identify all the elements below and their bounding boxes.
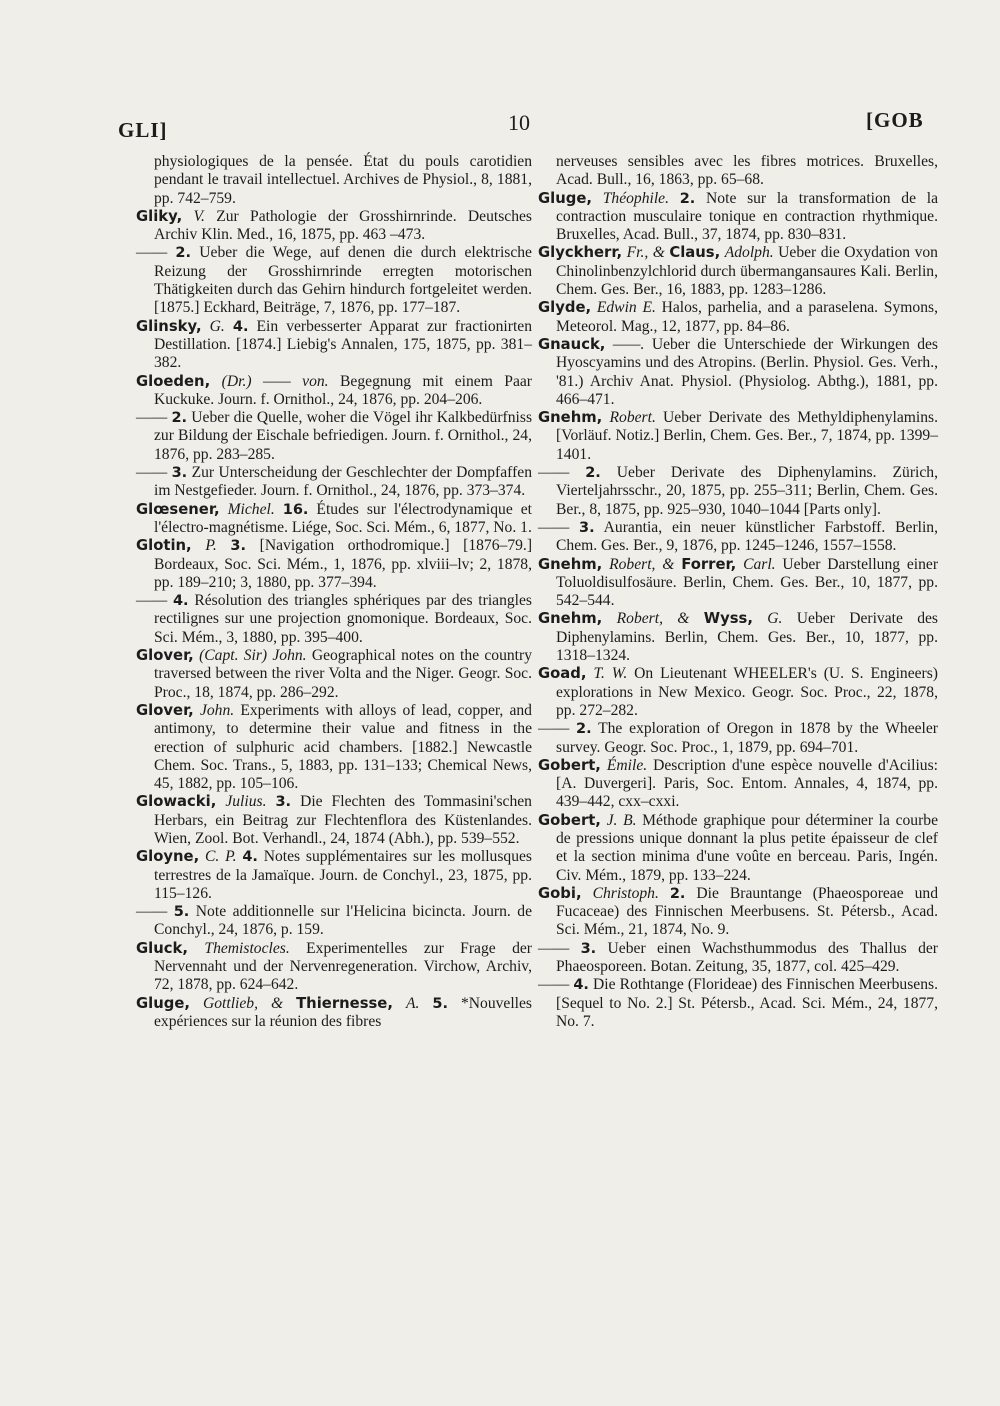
- author-given: Émile.: [606, 756, 648, 774]
- entry-dash: ——: [538, 976, 574, 994]
- entry-text: Die Flechten des Tommasini'schen Herbars, ein Beitrag zur Flechtenflora des Küstenlandes. Wien, Zool. Bot. Verhandl., 24, 1874 (Abh.), pp. 539–552.: [154, 793, 532, 847]
- right-column: [538, 153, 938, 1031]
- bib-entry: [136, 848, 532, 903]
- entry-dash: ——: [538, 939, 581, 957]
- entry-text: Geographical notes on the country traversed between the river Volta and the Niger. Geogr. Soc. Proc., 18, 1874, pp. 286–292.: [154, 647, 532, 701]
- entry-text: Description d'une espèce nouvelle d'Acilius: [A. Duvergeri]. Paris, Soc. Entom. Annales, 4, 1874, pp. 439–442, cxx–cxxi.: [556, 756, 938, 811]
- bib-entry: [136, 903, 532, 940]
- bib-entry: [538, 812, 938, 885]
- bib-entry: [136, 318, 532, 373]
- author-given: ——.: [612, 335, 645, 353]
- entry-text: Ein verbesserter Apparat zur fractionirten Destillation. [1874.] Liebig's Annalen, 175, 1875, pp. 381–382.: [154, 317, 532, 372]
- page-header: [0, 108, 1000, 148]
- entry-text: Ueber Derivate des Diphenylamins. Berlin, Chem. Ges. Ber., 10, 1877, pp. 1318–1324.: [556, 610, 938, 665]
- author-given: P.: [205, 537, 217, 555]
- author-given: G.: [209, 317, 225, 335]
- entry-text: Ueber Derivate des Methyldiphenylamins. [Vorläuf. Notiz.] Berlin, Chem. Ges. Ber., 7, 1874, pp. 1399–1401.: [556, 409, 938, 463]
- author-given: C. P.: [205, 848, 237, 866]
- entry-dash: ——: [538, 518, 580, 536]
- bib-entry: [136, 647, 532, 702]
- bib-entry: [538, 336, 938, 409]
- bib-entry: [538, 244, 938, 299]
- entry-text: [Navigation orthodromique.] [1876–79.] Bordeaux, Soc. Sci. Mém., 1, 1876, pp. xlviii–lv; 2, 1878, pp. 189–210; 3, 1880, pp. 377–394.: [154, 537, 533, 591]
- bib-entry: [538, 519, 938, 556]
- author-given: Théophile.: [602, 189, 669, 207]
- entry-dash: ——: [136, 592, 173, 610]
- author-surname: Gliky,: [136, 207, 183, 225]
- entry-text: Ueber Darstellung einer Toluoldisulfosäure. Berlin, Chem. Ges. Ber., 10, 1877, pp. 542–544.: [556, 555, 939, 610]
- bib-entry: [538, 153, 938, 190]
- author-given: Robert, &: [616, 610, 690, 628]
- entry-text: Ueber einen Wachsthummodus des Thallus der Phaeosporeen. Botan. Zeitung, 35, 1877, col. 425–429.: [556, 939, 938, 976]
- author-surname: Gobert,: [538, 756, 601, 774]
- entry-text: Notes supplémentaires sur les mollusques terrestres de la Jamaïque. Journ. de Conchyl., 23, 1875, pp. 115–126.: [154, 848, 532, 902]
- header-right: [GOB: [866, 108, 924, 132]
- entry-text: Zur Unterscheidung der Geschlechter der Dompfaffen im Nestgefieder. Journ. f. Ornithol., 24, 1876, pp. 373–374.: [154, 464, 532, 500]
- entry-text: Experiments with alloys of lead, copper, and antimony, to determine their value and fitness in the erection of sulphuric acid chambers. [1882.] Newcastle Chem. Soc. Trans., 5, 1883, pp. 131–133; Chemical News, 45, 1882, pp. 105–106.: [154, 701, 532, 793]
- bib-entry: [136, 940, 532, 995]
- entry-text: The exploration of Oregon in 1878 by the Wheeler survey. Geogr. Soc. Proc., 1, 1879, pp. 694–701.: [556, 720, 938, 756]
- author-given: A.: [405, 994, 420, 1012]
- author-given: Themistocles.: [204, 939, 290, 957]
- author-surname: Glyckherr,: [538, 244, 623, 262]
- entry-text: Halos, parhelia, and a paraselena. Symons, Meteorol. Mag., 12, 1877, pp. 84–86.: [556, 299, 938, 335]
- entry-number: 5.: [173, 904, 190, 921]
- entry-text: Ueber Derivate des Diphenylamins. Zürich, Vierteljahrsschr., 20, 1875, pp. 255–311; Berlin, Chem. Ges. Ber., 8, 1875, pp. 925–930, 1040–1044 [Parts only].: [556, 464, 938, 518]
- entry-number: 2.: [575, 721, 592, 738]
- bib-entry: [136, 501, 532, 538]
- entry-number: 3.: [275, 794, 292, 811]
- author-given: Gottlieb, &: [202, 994, 284, 1012]
- author-surname: Goad,: [538, 665, 587, 683]
- entry-text: Ueber die Wege, auf denen die durch elektrische Reizung der Grosshirnrinde erregten motorischen Thätigkeiten durch das Gehirn hindurch fortgeleitet werden. [1875.] Eckhard, Beiträge, 7, 1876, pp. 177–187.: [154, 244, 532, 317]
- bib-entry: [136, 702, 532, 793]
- entry-number: 4.: [232, 318, 249, 335]
- entry-text: Experimentelles zur Frage der Nervennaht und der Nervenregeneration. Virchow, Archiv, 72, 1878, pp. 624–642.: [154, 939, 532, 994]
- entry-number: 3.: [230, 538, 246, 555]
- bib-entry: [136, 592, 532, 647]
- entry-number: 4.: [242, 849, 258, 866]
- entry-text: Zur Pathologie der Grosshirnrinde. Deutsches Archiv Klin. Med., 16, 1875, pp. 463 –473.: [154, 207, 532, 244]
- entry-text: Note sur la transformation de la contraction musculaire tonique en contraction rhythmique. Bruxelles, Acad. Bull., 37, 1874, pp. 830–831.: [556, 189, 938, 244]
- author-surname: Thiernesse,: [296, 994, 393, 1012]
- bib-entry: [136, 208, 532, 245]
- author-surname: Glinsky,: [136, 317, 202, 335]
- author-given: Robert, &: [609, 555, 675, 573]
- author-surname: Glyde,: [538, 299, 592, 317]
- author-given: T. W.: [593, 665, 628, 683]
- author-given: Adolph.: [724, 244, 774, 262]
- bib-entry: [538, 610, 938, 665]
- entry-text: Résolution des triangles sphériques par des triangles rectilignes sur une projection gnomonique. Bordeaux, Soc. Sci. Mém., 3, 1880, pp. 395–400.: [154, 592, 532, 646]
- bib-entry: [538, 665, 938, 720]
- author-surname: Gnauck,: [538, 335, 606, 353]
- entry-text: nerveuses sensibles avec les fibres motrices. Bruxelles, Acad. Bull., 16, 1863, pp. 65–68.: [556, 153, 938, 189]
- author-given: Christoph.: [592, 884, 659, 902]
- entry-number: 5.: [432, 995, 448, 1012]
- author-given: (Dr.) —— von.: [221, 372, 329, 390]
- entry-text: On Lieutenant WHEELER's (U. S. Engineers) explorations in New Mexico. Geogr. Soc. Proc., 22, 1878, pp. 272–282.: [556, 665, 938, 719]
- author-surname: Glotin,: [136, 537, 192, 555]
- author-surname: Wyss,: [703, 610, 753, 628]
- author-surname: Gnehm,: [538, 610, 603, 628]
- author-surname: Gloeden,: [136, 372, 211, 390]
- entry-text: Die Brauntange (Phaeosporeae und Fucaceae) des Finnischen Meerbusens. St. Pétersb., Acad. Sci. Mém., 21, 1874, No. 9.: [556, 884, 939, 939]
- entry-dash: ——: [136, 464, 172, 482]
- entry-text: Begegnung mit einem Paar Kuckuke. Journ. f. Ornithol., 24, 1876, pp. 204–206.: [154, 372, 532, 408]
- bib-entry: [136, 244, 532, 317]
- bib-entry: [538, 299, 938, 336]
- entry-text: Méthode graphique pour déterminer la courbe de pressions unique donnant la plus petite épaisseur de clef et la section minima d'une voûte en berceau. Paris, Ingén. Civ. Mém., 1879, pp. 133–224.: [556, 811, 938, 884]
- bib-entry: [136, 995, 532, 1032]
- bib-entry: [538, 976, 938, 1031]
- page-number: 10: [508, 110, 530, 135]
- entry-dash: ——: [538, 464, 586, 482]
- author-given: Michel.: [227, 500, 275, 518]
- bib-entry: [136, 153, 532, 208]
- author-surname: Gobi,: [538, 884, 582, 902]
- author-surname: Glover,: [136, 701, 194, 719]
- author-given: John.: [199, 701, 235, 719]
- entry-text: Études sur l'électrodynamique et l'électro-magnétisme. Liége, Soc. Sci. Mém., 6, 1877, No. 1.: [154, 500, 532, 536]
- author-given: Edwin E.: [596, 299, 656, 317]
- entry-dash: ——: [136, 903, 174, 921]
- author-surname: Gloyne,: [136, 848, 200, 866]
- bib-entry: [136, 373, 532, 410]
- entry-number: 3.: [580, 940, 597, 957]
- author-surname: Glœsener,: [136, 500, 220, 518]
- author-surname: Glover,: [136, 647, 194, 665]
- author-given: Robert.: [609, 409, 656, 427]
- entry-number: 4.: [172, 593, 189, 610]
- bib-entry: [538, 720, 938, 757]
- entry-number: 3.: [171, 465, 188, 482]
- bib-entry: [538, 464, 938, 519]
- author-given: Carl.: [743, 555, 776, 573]
- entry-text: Ueber die Quelle, woher die Vögel ihr Kalkbedürfniss zur Bildung der Eischale befriedigen. Journ. f. Ornithol., 24, 1876, pp. 283–285.: [154, 409, 533, 463]
- bib-entry: [538, 409, 938, 464]
- bib-entry: [538, 190, 938, 245]
- author-surname: Gnehm,: [538, 555, 603, 573]
- entry-number: 2.: [679, 190, 696, 207]
- author-surname: Gluge,: [136, 994, 190, 1012]
- entry-number: 4.: [573, 977, 589, 994]
- author-surname: Gluck,: [136, 939, 188, 957]
- entry-text: *Nouvelles expériences sur la réunion des fibres: [154, 994, 532, 1030]
- author-surname: Gobert,: [538, 811, 601, 829]
- entry-number: 3.: [579, 519, 595, 536]
- header-left: GLI]: [118, 118, 168, 142]
- author-given: J. B.: [606, 811, 637, 829]
- author-given: V.: [193, 207, 205, 225]
- entry-text: Ueber die Oxydation von Chinolinbenzylchlorid durch übermangansaures Kali. Berlin, Chem. Ges. Ber., 16, 1883, pp. 1283–1286.: [556, 244, 938, 299]
- bib-entry: [538, 885, 938, 940]
- author-given: Julius.: [225, 793, 267, 811]
- entry-number: 2.: [669, 885, 686, 902]
- bib-entry: [538, 940, 938, 977]
- entry-text: Die Rothtange (Florideae) des Finnischen Meerbusens. [Sequel to No. 2.] St. Pétersb., Acad. Sci. Mém., 24, 1877, No. 7.: [556, 976, 938, 1030]
- author-surname: Gluge,: [538, 189, 592, 207]
- bib-entry: [538, 757, 938, 812]
- author-given: (Capt. Sir) John.: [199, 647, 307, 665]
- entry-text: Aurantia, ein neuer künstlicher Farbstoff. Berlin, Chem. Ges. Ber., 9, 1876, pp. 1245–1246, 1557–1558.: [556, 518, 938, 555]
- bib-entry: [136, 409, 532, 464]
- author-surname: Claus,: [669, 244, 721, 262]
- author-surname: Glowacki,: [136, 793, 217, 811]
- entry-text: Note additionnelle sur l'Helicina bicincta. Journ. de Conchyl., 24, 1876, p. 159.: [154, 903, 533, 939]
- entry-number: 2.: [171, 410, 188, 427]
- entry-number: 2.: [585, 465, 601, 482]
- author-surname: Forrer,: [681, 555, 737, 573]
- entry-text: physiologiques de la pensée. État du pouls carotidien pendant le travail intellectuel. Archives de Physiol., 8, 1881, pp. 742–759.: [154, 153, 532, 207]
- entry-text: Ueber die Unterschiede der Wirkungen des Hyoscyamins und des Atropins. (Berlin. Physiol. Ges. Verh., '81.) Archiv Anat. Physiol. (Physiolog. Abthg.), 1881, pp. 466–471.: [556, 335, 939, 408]
- author-given: Fr., &: [626, 244, 665, 262]
- bib-entry: [136, 537, 532, 592]
- entry-number: 16.: [282, 501, 309, 518]
- bib-entry: [136, 793, 532, 848]
- author-surname: Gnehm,: [538, 409, 603, 427]
- bib-entry: [538, 556, 938, 611]
- entry-dash: ——: [136, 409, 172, 427]
- author-given: G.: [767, 610, 783, 628]
- entry-dash: ——: [538, 720, 576, 738]
- entry-dash: ——: [136, 244, 176, 262]
- entry-number: 2.: [175, 245, 192, 262]
- bib-entry: [136, 464, 532, 501]
- left-column: [136, 153, 532, 1031]
